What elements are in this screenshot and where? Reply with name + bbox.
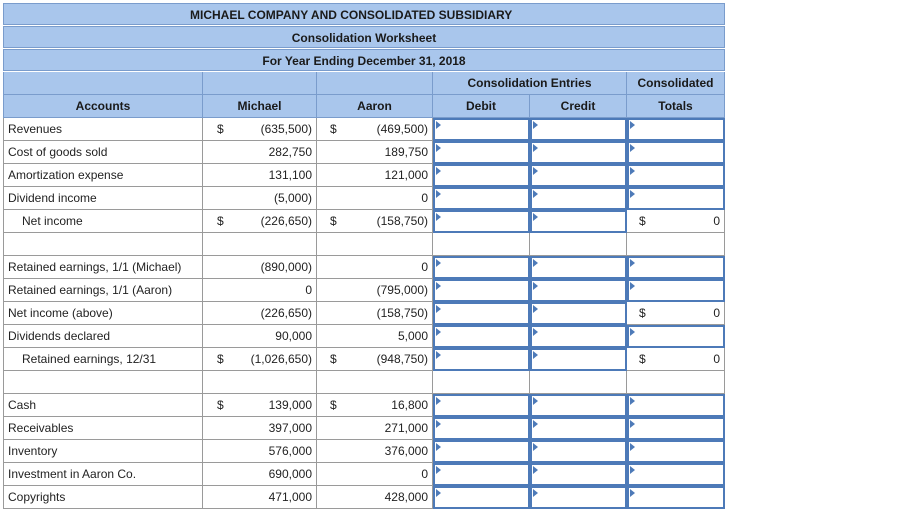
debit-input[interactable] (433, 440, 530, 463)
michael-value: 90,000 (227, 325, 317, 348)
company-name: MICHAEL COMPANY AND CONSOLIDATED SUBSIDIARY (190, 8, 513, 22)
aaron-dollar-sign: $ (317, 348, 339, 371)
company-header (3, 3, 725, 25)
aaron-value: (948,750) (339, 348, 433, 371)
aaron-dollar-sign (317, 187, 339, 210)
debit-input[interactable] (433, 164, 530, 187)
account-label: Retained earnings, 12/31 (3, 348, 203, 371)
total-input[interactable] (627, 440, 725, 463)
account-label: Net income (3, 210, 203, 233)
michael-dollar-sign (203, 164, 227, 187)
aaron-dollar-sign: $ (317, 210, 339, 233)
aaron-value: 16,800 (339, 394, 433, 417)
blank-row-total (627, 233, 725, 256)
michael-dollar-sign (203, 486, 227, 509)
blank-row-total (627, 371, 725, 394)
michael-value: 131,100 (227, 164, 317, 187)
blank-row-credit (530, 371, 627, 394)
consolidated-header: Consolidated (627, 72, 725, 95)
account-label: Inventory (3, 440, 203, 463)
account-label: Dividend income (3, 187, 203, 210)
blank-row-aaron (317, 371, 433, 394)
total-dollar-sign: $ (627, 348, 667, 371)
michael-value: 397,000 (227, 417, 317, 440)
header-blank-aaron (317, 72, 433, 95)
account-label: Cost of goods sold (3, 141, 203, 164)
account-label: Receivables (3, 417, 203, 440)
total-value: 0 (667, 302, 725, 325)
total-dollar-sign: $ (627, 210, 667, 233)
account-label: Retained earnings, 1/1 (Michael) (3, 256, 203, 279)
total-input[interactable] (627, 325, 725, 348)
worksheet-period: For Year Ending December 31, 2018 (262, 54, 466, 68)
total-input[interactable] (627, 141, 725, 164)
account-label: Amortization expense (3, 164, 203, 187)
credit-header: Credit (530, 95, 627, 118)
michael-dollar-sign (203, 417, 227, 440)
total-input[interactable] (627, 118, 725, 141)
blank-row-credit (530, 233, 627, 256)
accounts-header: Accounts (3, 95, 203, 118)
aaron-value: 376,000 (339, 440, 433, 463)
header-blank-michael (203, 72, 317, 95)
michael-dollar-sign: $ (203, 118, 227, 141)
blank-row-michael (203, 371, 317, 394)
account-label: Copyrights (3, 486, 203, 509)
blank-row-label (3, 233, 203, 256)
credit-input[interactable] (530, 417, 627, 440)
michael-value: (5,000) (227, 187, 317, 210)
credit-input[interactable] (530, 486, 627, 509)
account-label: Investment in Aaron Co. (3, 463, 203, 486)
michael-value: 139,000 (227, 394, 317, 417)
credit-input[interactable] (530, 348, 627, 371)
michael-dollar-sign (203, 187, 227, 210)
aaron-dollar-sign (317, 440, 339, 463)
michael-dollar-sign: $ (203, 210, 227, 233)
michael-dollar-sign (203, 325, 227, 348)
aaron-dollar-sign (317, 486, 339, 509)
account-label: Retained earnings, 1/1 (Aaron) (3, 279, 203, 302)
credit-input[interactable] (530, 279, 627, 302)
debit-input[interactable] (433, 302, 530, 325)
aaron-dollar-sign (317, 279, 339, 302)
michael-dollar-sign (203, 440, 227, 463)
credit-input[interactable] (530, 440, 627, 463)
michael-value: 690,000 (227, 463, 317, 486)
aaron-value: (469,500) (339, 118, 433, 141)
debit-input[interactable] (433, 486, 530, 509)
total-input[interactable] (627, 417, 725, 440)
michael-value: 576,000 (227, 440, 317, 463)
account-label: Cash (3, 394, 203, 417)
aaron-dollar-sign (317, 141, 339, 164)
aaron-dollar-sign (317, 463, 339, 486)
credit-input[interactable] (530, 463, 627, 486)
credit-input[interactable] (530, 141, 627, 164)
debit-input[interactable] (433, 348, 530, 371)
total-input[interactable] (627, 256, 725, 279)
aaron-value: 0 (339, 256, 433, 279)
totals-header: Totals (627, 95, 725, 118)
total-input[interactable] (627, 394, 725, 417)
debit-input[interactable] (433, 187, 530, 210)
aaron-dollar-sign (317, 302, 339, 325)
credit-input[interactable] (530, 394, 627, 417)
michael-value: 471,000 (227, 486, 317, 509)
credit-input[interactable] (530, 118, 627, 141)
blank-row-debit (433, 371, 530, 394)
michael-dollar-sign (203, 302, 227, 325)
aaron-value: 0 (339, 463, 433, 486)
aaron-value: (158,750) (339, 210, 433, 233)
michael-value: (890,000) (227, 256, 317, 279)
total-value: 0 (667, 348, 725, 371)
debit-input[interactable] (433, 141, 530, 164)
consolidation-entries-header: Consolidation Entries (433, 72, 627, 95)
total-dollar-sign: $ (627, 302, 667, 325)
michael-header: Michael (203, 95, 317, 118)
aaron-dollar-sign (317, 417, 339, 440)
aaron-value: 5,000 (339, 325, 433, 348)
aaron-dollar-sign: $ (317, 118, 339, 141)
worksheet-title-header (3, 26, 725, 48)
total-value: 0 (667, 210, 725, 233)
account-label: Dividends declared (3, 325, 203, 348)
aaron-dollar-sign (317, 325, 339, 348)
michael-dollar-sign (203, 279, 227, 302)
period-header (3, 49, 725, 71)
debit-input[interactable] (433, 279, 530, 302)
michael-value: (1,026,650) (227, 348, 317, 371)
debit-input[interactable] (433, 394, 530, 417)
michael-value: 0 (227, 279, 317, 302)
blank-row-michael (203, 233, 317, 256)
blank-row-debit (433, 233, 530, 256)
debit-input[interactable] (433, 210, 530, 233)
header-blank-accounts (3, 72, 203, 95)
michael-value: (226,650) (227, 210, 317, 233)
aaron-dollar-sign (317, 164, 339, 187)
blank-row-label (3, 371, 203, 394)
aaron-value: 0 (339, 187, 433, 210)
michael-dollar-sign: $ (203, 394, 227, 417)
blank-row-aaron (317, 233, 433, 256)
credit-input[interactable] (530, 164, 627, 187)
total-input[interactable] (627, 279, 725, 302)
michael-dollar-sign (203, 463, 227, 486)
worksheet-title: Consolidation Worksheet (291, 31, 437, 45)
credit-input[interactable] (530, 256, 627, 279)
michael-dollar-sign: $ (203, 348, 227, 371)
aaron-value: (795,000) (339, 279, 433, 302)
michael-value: (635,500) (227, 118, 317, 141)
total-input[interactable] (627, 486, 725, 509)
debit-input[interactable] (433, 463, 530, 486)
michael-value: 282,750 (227, 141, 317, 164)
total-input[interactable] (627, 164, 725, 187)
aaron-value: (158,750) (339, 302, 433, 325)
account-label: Net income (above) (3, 302, 203, 325)
michael-dollar-sign (203, 141, 227, 164)
aaron-value: 271,000 (339, 417, 433, 440)
debit-input[interactable] (433, 417, 530, 440)
debit-header: Debit (433, 95, 530, 118)
debit-input[interactable] (433, 118, 530, 141)
aaron-header: Aaron (317, 95, 433, 118)
aaron-dollar-sign (317, 256, 339, 279)
michael-value: (226,650) (227, 302, 317, 325)
credit-input[interactable] (530, 210, 627, 233)
total-input[interactable] (627, 187, 725, 210)
aaron-dollar-sign: $ (317, 394, 339, 417)
michael-dollar-sign (203, 256, 227, 279)
total-input[interactable] (627, 463, 725, 486)
aaron-value: 121,000 (339, 164, 433, 187)
credit-input[interactable] (530, 325, 627, 348)
debit-input[interactable] (433, 325, 530, 348)
account-label: Revenues (3, 118, 203, 141)
credit-input[interactable] (530, 302, 627, 325)
aaron-value: 428,000 (339, 486, 433, 509)
aaron-value: 189,750 (339, 141, 433, 164)
debit-input[interactable] (433, 256, 530, 279)
credit-input[interactable] (530, 187, 627, 210)
